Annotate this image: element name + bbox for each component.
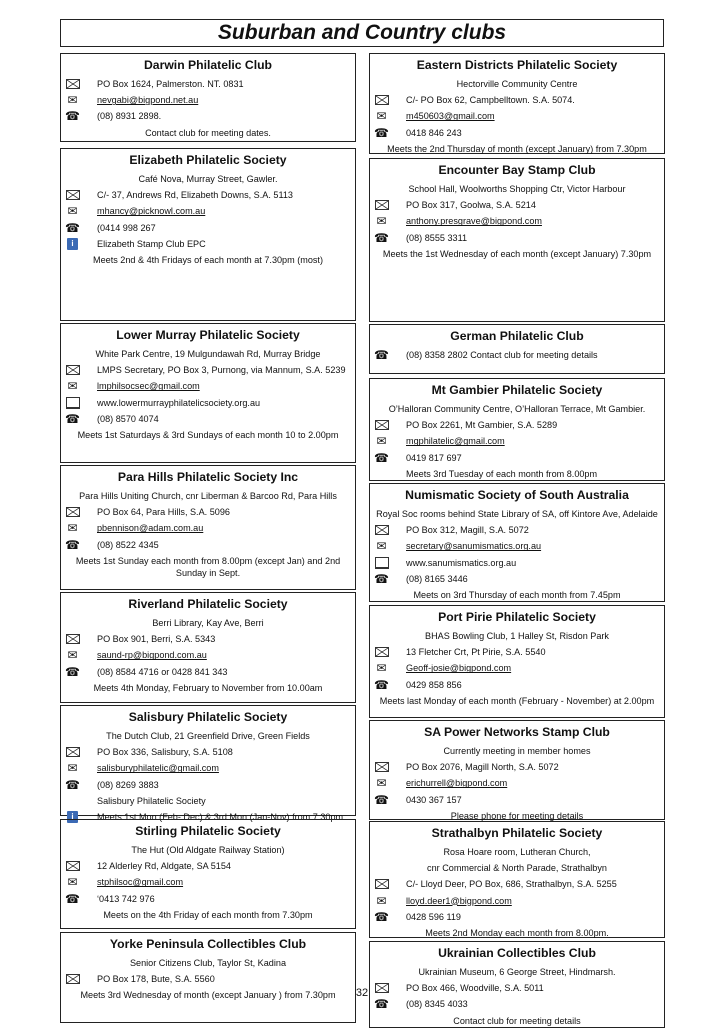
detail-text: Meets 1st Mon (Feb- Dec) & 3rd Mon (Jan-Nov) from 7.30pm xyxy=(97,812,344,823)
detail-text: Contact club for meeting details xyxy=(453,1015,581,1026)
detail-text: ‘0413 742 976 xyxy=(97,893,155,904)
email-link[interactable] xyxy=(61,380,355,392)
telephone-icon: ☎ xyxy=(374,450,389,465)
detail-text: Currently meeting in member homes xyxy=(443,746,591,756)
club-detail xyxy=(61,746,355,758)
email-link[interactable] xyxy=(61,522,355,534)
detail-text: O’Halloran Community Centre, O’Halloran Terrace, Mt Gambier. xyxy=(388,404,646,414)
club-name: Yorke Peninsula Collectibles Club xyxy=(109,937,307,951)
detail-text: 0430 367 157 xyxy=(406,794,462,805)
club-name: Encounter Bay Stamp Club xyxy=(438,163,596,177)
detail-text: lloyd.deer1@bigpond.com xyxy=(406,895,512,906)
club-detail xyxy=(370,403,664,415)
club-card xyxy=(60,592,356,703)
detail-text: Geoff-josie@bigpond.com xyxy=(406,663,512,674)
detail-text: Meets 3rd Tuesday of each month from 8.00pm xyxy=(406,468,598,479)
email-link[interactable] xyxy=(370,110,664,122)
email-icon: ✉ xyxy=(376,893,387,908)
club-card xyxy=(369,483,665,602)
club-name: Lower Murray Philatelic Society xyxy=(116,328,300,342)
email-icon: ✉ xyxy=(67,204,78,219)
email-icon: ✉ xyxy=(67,521,78,536)
club-card xyxy=(369,53,665,154)
email-link[interactable] xyxy=(61,876,355,888)
detail-text: PO Box 466, Woodville, S.A. 5011 xyxy=(406,983,544,994)
club-card xyxy=(60,148,356,321)
club-detail xyxy=(370,630,664,642)
envelope-icon xyxy=(65,860,80,872)
club-detail xyxy=(61,254,355,266)
detail-text: 0418 846 243 xyxy=(406,127,462,138)
email-icon: ✉ xyxy=(67,379,78,394)
club-detail xyxy=(370,761,664,773)
detail-text: Meets 2nd Monday each month from 8.00pm. xyxy=(425,928,609,939)
detail-text: Meets the 1st Wednesday of each month (except January) 7.30pm xyxy=(382,248,652,259)
detail-text: (08) 8570 4074 xyxy=(97,413,159,424)
club-card xyxy=(60,819,356,929)
club-card xyxy=(369,158,665,322)
club-detail xyxy=(61,555,355,579)
envelope-icon xyxy=(374,646,389,658)
detail-text: PO Box 64, Para Hills, S.A. 5096 xyxy=(97,507,230,518)
computer-icon xyxy=(65,397,80,409)
telephone-icon: ☎ xyxy=(374,230,389,245)
envelope-icon xyxy=(65,633,80,645)
club-detail xyxy=(61,795,355,807)
club-detail xyxy=(370,998,664,1010)
detail-text: nevgabi@bigpond.net.au xyxy=(97,95,199,106)
club-detail[interactable] xyxy=(61,397,355,409)
detail-text: 12 Alderley Rd, Aldgate, SA 5154 xyxy=(97,861,231,872)
detail-text: anthony.presgrave@bigpond.com xyxy=(406,216,542,227)
detail-text: PO Box 1624, Palmerston. NT. 0831 xyxy=(97,79,244,89)
detail-text: Royal Soc rooms behind State Library of SA, off Kintore Ave, Adelaide xyxy=(376,509,658,519)
club-detail xyxy=(370,78,664,90)
club-detail xyxy=(370,349,664,361)
club-detail xyxy=(61,189,355,201)
detail-text: LMPS Secretary, PO Box 3, Purnong, via Mannum, S.A. 5239 xyxy=(97,365,346,376)
telephone-icon: ☎ xyxy=(374,909,389,924)
telephone-icon: ☎ xyxy=(65,537,80,552)
detail-text: C/- PO Box 62, Campbelltown. S.A. 5074. xyxy=(406,95,575,106)
detail-text: Contact club for meeting dates. xyxy=(145,127,271,138)
detail-text: PO Box 312, Magill, S.A. 5072 xyxy=(406,525,529,536)
detail-text: pbennison@adam.com.au xyxy=(97,523,204,534)
club-detail xyxy=(370,966,664,978)
club-detail xyxy=(61,730,355,742)
email-icon: ✉ xyxy=(67,648,78,663)
email-icon: ✉ xyxy=(67,93,78,108)
email-link[interactable] xyxy=(61,94,355,106)
detail-text: (08) 8358 2802 Contact club for meeting details xyxy=(406,350,598,360)
envelope-icon xyxy=(65,973,80,985)
club-detail xyxy=(61,173,355,185)
telephone-icon: ☎ xyxy=(374,571,389,586)
email-link[interactable] xyxy=(370,435,664,447)
detail-text: Meets 1st Saturdays & 3rd Sundays of each month 10 to 2.00pm xyxy=(77,430,339,441)
detail-text: secretary@sanumismatics.org.au xyxy=(406,541,542,552)
club-card xyxy=(60,932,356,1023)
club-detail xyxy=(370,794,664,806)
detail-text: BHAS Bowling Club, 1 Halley St, Risdon Park xyxy=(425,631,609,641)
detail-text: erichurrell@bigpond.com xyxy=(406,778,508,789)
detail-text: PO Box 2076, Magill North, S.A. 5072 xyxy=(406,762,559,773)
envelope-icon xyxy=(374,878,389,890)
email-icon: ✉ xyxy=(376,434,387,449)
club-detail xyxy=(370,143,664,155)
club-detail xyxy=(61,110,355,122)
club-detail xyxy=(370,878,664,890)
club-detail xyxy=(61,364,355,376)
club-detail xyxy=(370,508,664,520)
info-icon: i xyxy=(67,238,78,250)
club-card xyxy=(369,941,665,1028)
telephone-icon: ☎ xyxy=(65,891,80,906)
detail-text: Ukrainian Museum, 6 George Street, Hindmarsh. xyxy=(418,967,616,977)
club-name: Numismatic Society of South Australia xyxy=(405,488,629,502)
email-link[interactable] xyxy=(370,215,664,227)
club-card xyxy=(60,323,356,463)
info-icon: i xyxy=(67,811,78,823)
detail-text: (08) 8522 4345 xyxy=(97,539,159,550)
detail-text: www.lowermurrayphilatelicsociety.org.au xyxy=(97,397,261,408)
envelope-icon xyxy=(374,199,389,211)
detail-text: PO Box 336, Salisbury, S.A. 5108 xyxy=(97,747,233,758)
email-icon: ✉ xyxy=(376,776,387,791)
telephone-icon: ☎ xyxy=(374,677,389,692)
club-card xyxy=(60,53,356,142)
detail-text: 0419 817 697 xyxy=(406,452,462,463)
club-detail xyxy=(61,413,355,425)
club-detail xyxy=(61,682,355,694)
email-icon: ✉ xyxy=(67,761,78,776)
envelope-icon xyxy=(374,524,389,536)
envelope-icon xyxy=(65,189,80,201)
detail-text: Café Nova, Murray Street, Gawler. xyxy=(138,174,278,184)
detail-text: lmphilsocsec@gmail.com xyxy=(97,381,200,392)
detail-text: School Hall, Woolworths Shopping Ctr, Victor Harbour xyxy=(408,184,626,194)
detail-text: (0414 998 267 xyxy=(97,222,156,233)
detail-text: Meets 2nd & 4th Fridays of each month at 7.30pm (most) xyxy=(93,255,323,266)
club-detail xyxy=(61,506,355,518)
club-detail xyxy=(370,679,664,691)
detail-text: stphilsoc@gmail.com xyxy=(97,877,184,888)
club-card xyxy=(60,465,356,590)
telephone-icon: ☎ xyxy=(65,664,80,679)
club-name: Port Pirie Philatelic Society xyxy=(438,610,596,624)
detail-text: The Dutch Club, 21 Greenfield Drive, Green Fields xyxy=(106,731,310,741)
email-link[interactable] xyxy=(370,895,664,907)
detail-text: saund-rp@bigpond.com.au xyxy=(97,650,207,661)
club-card xyxy=(369,720,665,820)
email-link[interactable] xyxy=(370,777,664,789)
detail-text: Meets 4th Monday, February to November from 10.00am xyxy=(93,682,323,693)
detail-text: (08) 8345 4033 xyxy=(406,999,468,1010)
club-detail xyxy=(370,927,664,939)
envelope-icon xyxy=(65,506,80,518)
telephone-icon: ☎ xyxy=(374,792,389,807)
page-title: Suburban and Country clubs xyxy=(60,19,664,47)
club-name: Stirling Philatelic Society xyxy=(135,824,281,838)
detail-text: Berri Library, Kay Ave, Berri xyxy=(152,618,264,628)
club-detail xyxy=(370,862,664,874)
club-name: Eastern Districts Philatelic Society xyxy=(416,58,618,72)
detail-text: salisburyphilatelic@gmail.com xyxy=(97,763,219,774)
club-detail xyxy=(61,348,355,360)
detail-text: PO Box 317, Goolwa, S.A. 5214 xyxy=(406,200,536,211)
envelope-icon xyxy=(374,94,389,106)
detail-text: PO Box 178, Bute, S.A. 5560 xyxy=(97,974,215,985)
detail-text: The Hut (Old Aldgate Railway Station) xyxy=(131,845,285,855)
club-detail xyxy=(370,573,664,585)
detail-text: Senior Citizens Club, Taylor St, Kadina xyxy=(129,958,287,968)
club-detail xyxy=(370,248,664,260)
detail-text: 0429 858 856 xyxy=(406,679,462,690)
envelope-icon xyxy=(65,78,80,90)
club-detail xyxy=(61,238,355,250)
detail-text: Meets 1st Sunday each month from 8.00pm (except Jan) and 2nd Sunday in Sept. xyxy=(75,555,341,579)
club-detail xyxy=(370,745,664,757)
club-card xyxy=(369,605,665,718)
club-name: German Philatelic Club xyxy=(450,329,584,343)
detail-text: m450603@gmail.com xyxy=(406,111,495,122)
detail-text: Elizabeth Stamp Club EPC xyxy=(97,238,206,249)
detail-text: Please phone for meeting details xyxy=(450,810,584,821)
club-name: Strathalbyn Philatelic Society xyxy=(431,826,603,840)
club-detail[interactable] xyxy=(370,557,664,569)
club-detail xyxy=(370,199,664,211)
detail-text: Para Hills Uniting Church, cnr Liberman & Barcoo Rd, Para Hills xyxy=(79,491,337,501)
email-link[interactable] xyxy=(61,205,355,217)
envelope-icon xyxy=(65,746,80,758)
telephone-icon: ☎ xyxy=(374,997,389,1012)
club-card xyxy=(60,705,356,823)
telephone-icon: ☎ xyxy=(374,125,389,140)
detail-text: 0428 596 119 xyxy=(406,911,461,922)
detail-text: www.sanumismatics.org.au xyxy=(406,557,517,568)
envelope-icon xyxy=(374,761,389,773)
detail-text: 13 Fletcher Crt, Pt Pirie, S.A. 5540 xyxy=(406,647,546,658)
club-detail xyxy=(61,78,355,90)
club-detail xyxy=(61,127,355,139)
detail-text: PO Box 901, Berri, S.A. 5343 xyxy=(97,634,216,645)
detail-text: PO Box 2261, Mt Gambier, S.A. 5289 xyxy=(406,420,558,431)
detail-text: White Park Centre, 19 Mulgundawah Rd, Murray Bridge xyxy=(95,349,321,359)
telephone-icon: ☎ xyxy=(65,411,80,426)
telephone-icon: ☎ xyxy=(65,777,80,792)
email-link[interactable] xyxy=(61,762,355,774)
club-detail xyxy=(370,468,664,480)
club-detail xyxy=(370,127,664,139)
club-name: Salisbury Philatelic Society xyxy=(128,710,288,724)
email-icon: ✉ xyxy=(376,539,387,554)
club-detail xyxy=(61,617,355,629)
envelope-icon xyxy=(374,419,389,431)
club-detail xyxy=(61,893,355,905)
detail-text: mgphilatelic@gmail.com xyxy=(406,436,505,447)
detail-text: Meets the 2nd Thursday of month (except January) from 7.30pm xyxy=(387,143,647,154)
club-detail xyxy=(370,695,664,707)
detail-text: mhancy@picknowl.com.au xyxy=(97,206,206,217)
club-detail xyxy=(61,490,355,502)
detail-text: Hectorville Community Centre xyxy=(456,79,578,89)
club-detail xyxy=(61,539,355,551)
detail-text: (08) 8555 3311 xyxy=(406,232,468,243)
email-icon: ✉ xyxy=(376,214,387,229)
club-detail xyxy=(61,633,355,645)
email-icon: ✉ xyxy=(376,661,387,676)
club-detail xyxy=(370,524,664,536)
club-name: Darwin Philatelic Club xyxy=(144,58,272,72)
telephone-icon: ☎ xyxy=(65,220,80,235)
club-name: Riverland Philatelic Society xyxy=(128,597,288,611)
detail-text: Salisbury Philatelic Society xyxy=(97,795,206,806)
club-detail xyxy=(61,666,355,678)
detail-text: C/- 37, Andrews Rd, Elizabeth Downs, S.A. 5113 xyxy=(97,190,293,201)
club-name: Elizabeth Philatelic Society xyxy=(129,153,287,167)
email-link[interactable] xyxy=(61,649,355,661)
telephone-icon: ☎ xyxy=(374,347,389,362)
email-icon: ✉ xyxy=(376,109,387,124)
club-detail xyxy=(61,957,355,969)
club-detail xyxy=(370,1015,664,1027)
club-detail xyxy=(370,452,664,464)
club-detail xyxy=(61,429,355,441)
detail-text: (08) 8931 2898. xyxy=(97,111,162,122)
club-detail xyxy=(370,846,664,858)
email-icon: ✉ xyxy=(67,875,78,890)
club-detail xyxy=(370,646,664,658)
club-name: Mt Gambier Philatelic Society xyxy=(431,383,603,397)
club-detail xyxy=(61,860,355,872)
club-detail xyxy=(61,779,355,791)
club-name: Ukrainian Collectibles Club xyxy=(438,946,596,960)
club-detail xyxy=(61,973,355,985)
detail-text: Rosa Hoare room, Lutheran Church, xyxy=(443,847,591,857)
club-name: SA Power Networks Stamp Club xyxy=(424,725,610,739)
club-detail xyxy=(370,94,664,106)
email-link[interactable] xyxy=(370,662,664,674)
envelope-icon xyxy=(65,364,80,376)
club-detail xyxy=(61,222,355,234)
club-name: Para Hills Philatelic Society Inc xyxy=(117,470,299,484)
detail-text: Meets last Monday of each month (February - November) at 2.00pm xyxy=(379,695,655,706)
club-detail xyxy=(370,911,664,923)
telephone-icon: ☎ xyxy=(65,109,80,124)
club-card xyxy=(369,378,665,481)
detail-text: Meets 3rd Wednesday of month (except January ) from 7.30pm xyxy=(80,990,336,1001)
detail-text: Meets on the 4th Friday of each month from 7.30pm xyxy=(103,909,313,920)
detail-text: (08) 8269 3883 xyxy=(97,779,159,790)
club-detail xyxy=(61,844,355,856)
club-detail xyxy=(370,419,664,431)
club-detail xyxy=(370,183,664,195)
email-link[interactable] xyxy=(370,540,664,552)
club-detail xyxy=(370,232,664,244)
page-number: 32 xyxy=(355,987,369,999)
club-card xyxy=(369,821,665,938)
detail-text: (08) 8584 4716 or 0428 841 343 xyxy=(97,666,228,677)
club-card xyxy=(369,324,665,374)
detail-text: (08) 8165 3446 xyxy=(406,573,468,584)
club-detail xyxy=(370,589,664,601)
detail-text: C/- Lloyd Deer, PO Box, 686, Strathalbyn, S.A. 5255 xyxy=(406,879,617,890)
detail-text: Meets on 3rd Thursday of each month from 7.45pm xyxy=(413,590,621,601)
club-detail xyxy=(61,909,355,921)
detail-text: cnr Commercial & North Parade, Strathalbyn xyxy=(427,863,607,874)
computer-icon xyxy=(374,557,389,569)
